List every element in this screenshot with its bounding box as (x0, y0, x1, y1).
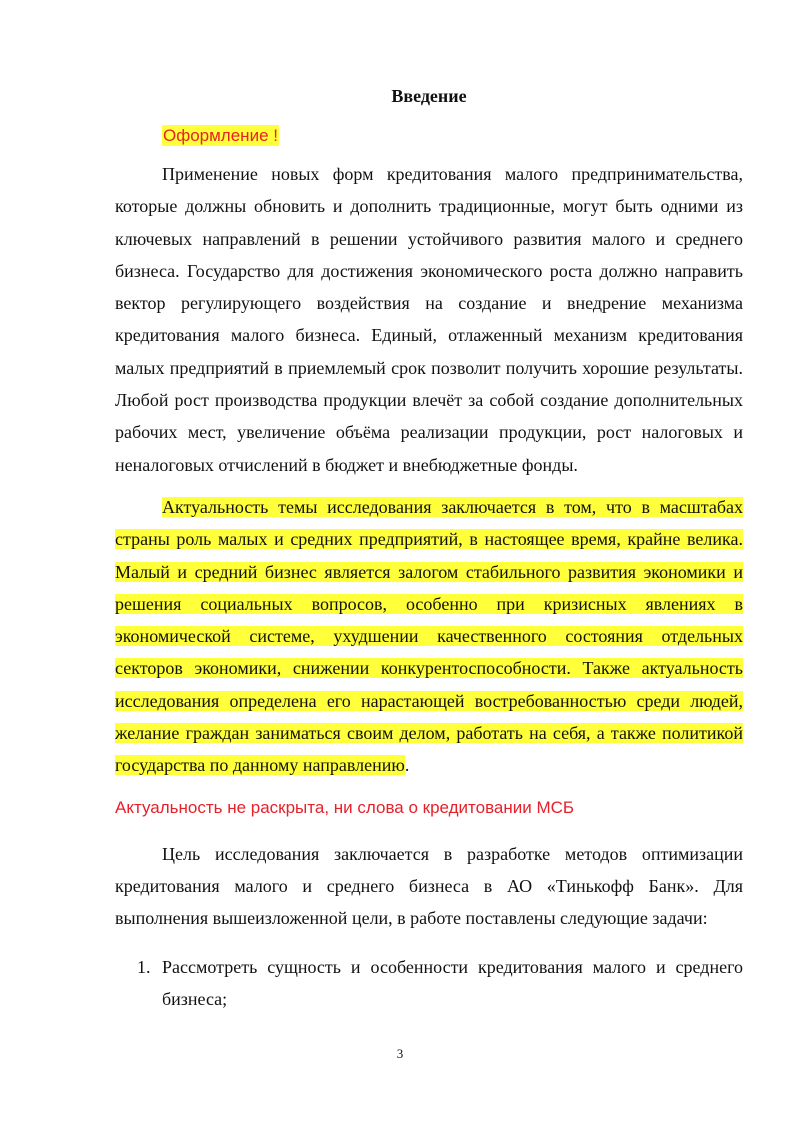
goal-paragraph: Цель исследования заключается в разработке методов оптимизации кредитования малого и среднего бизнеса в АО «Тинькофф Банк». Для выполнения вышеизложенной цели, в работе поставлены следующие задачи: (115, 843, 743, 929)
list-item (115, 951, 743, 1016)
formatting-comment-text: Оформление ! (163, 126, 278, 145)
page-number: 3 (396, 1046, 404, 1061)
intro-paragraph: Применение новых форм кредитования малого предпринимательства, которые должны обновить и дополнить традиционные, могут быть одними из ключевых направлений в решении устойчивого развития малого и среднего бизнеса. Государство для достижения экономического роста должно направить вектор регулирующего воздействия на создание и внедрение механизма кредитования малого бизнеса. Единый, отлаженный механизм кредитования малых предприятий в приемлемый срок позволит получить хорошие результаты. Любой рост производства продукции влечёт за собой создание дополнительных рабочих мест, увеличение объёма реализации продукции, рост налоговых и неналоговых отчислений в бюджет и внебюджетные фонды. (115, 164, 743, 475)
reviewer-comment: Актуальность не раскрыта, ни слова о кредитовании МСБ (115, 797, 575, 817)
formatting-comment (162, 124, 743, 148)
relevance-highlighted-text: Актуальность темы исследования заключается в том, что в масштабах страны роль малых и средних предприятий, в настоящее время, крайне велика. Малый и средний бизнес является залогом стабильного развития экономики и решения социальных вопросов, особенно при кризисных явлениях в экономической системе, ухудшении качественного состояния отдельных секторов экономики, снижении конкурентоспособности. Также актуальность исследования определена его нарастающей востребованностью среди людей, желание граждан заниматься своим делом, работать на себя, а также политикой государства по данному направлению (115, 496, 743, 776)
section-title: Введение (391, 86, 467, 106)
page-content (115, 84, 743, 1015)
task-list (115, 951, 743, 1016)
list-item-text: Рассмотреть сущность и особенности кредитования малого и среднего бизнеса; (162, 956, 743, 1009)
list-item-number: 1. (137, 956, 151, 977)
relevance-paragraph (115, 491, 743, 782)
relevance-paragraph-tail: . (404, 755, 410, 776)
